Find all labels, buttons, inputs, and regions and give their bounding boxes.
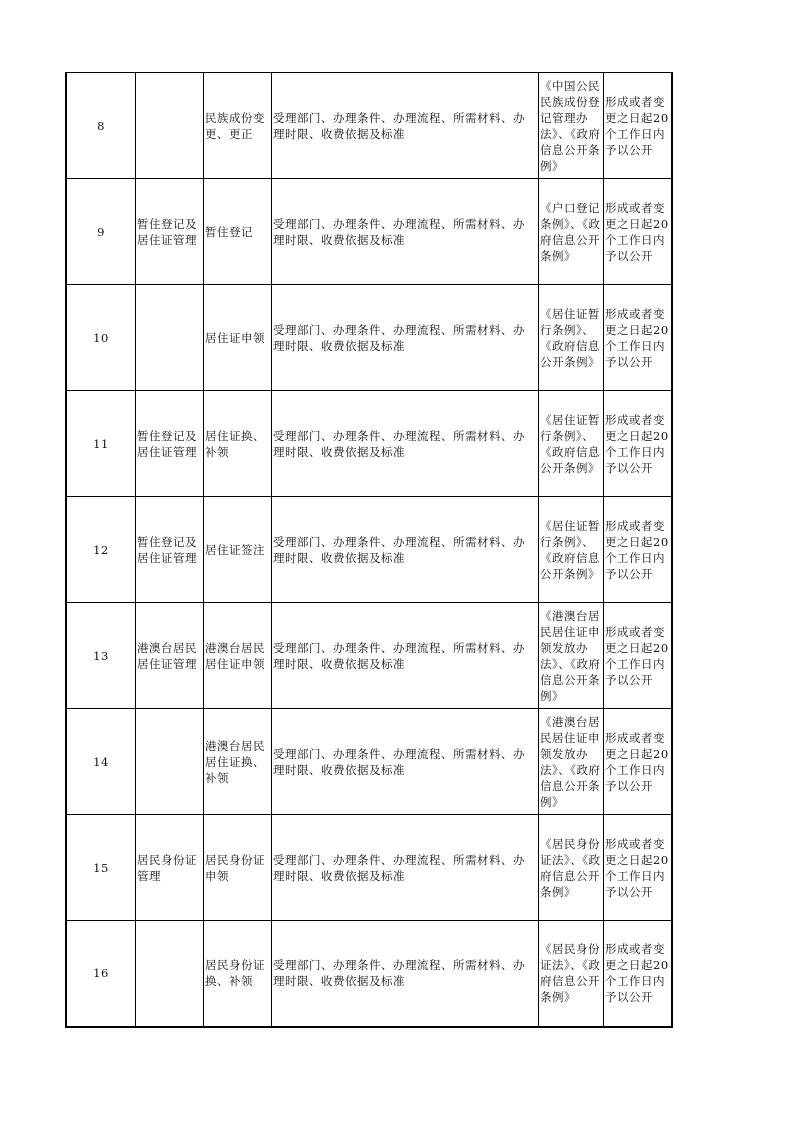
time-limit-cell: 形成或者变更之日起20个工作日内予以公开 [604, 179, 673, 285]
row-number: 11 [66, 391, 136, 497]
table-row [66, 285, 672, 391]
row-number: 8 [66, 73, 136, 179]
item-cell: 港澳台居民居住证申领 [204, 603, 272, 709]
table-body [66, 73, 672, 1027]
row-number: 15 [66, 815, 136, 921]
basis-cell: 《居住证暂行条例》、《政府信息公开条例》 [539, 497, 604, 603]
time-limit-cell: 形成或者变更之日起20个工作日内予以公开 [604, 815, 673, 921]
content-cell [272, 179, 539, 285]
disclosure-table-container [65, 72, 669, 1028]
content-text: 受理部门、办理条件、办理流程、所需材料、办理时限、收费依据及标准 [273, 216, 525, 247]
table-row [66, 709, 672, 815]
category-cell [136, 285, 204, 391]
basis-cell: 《港澳台居民居住证申领发放办法》、《政府信息公开条例》 [539, 709, 604, 815]
table-row [66, 179, 672, 285]
basis-cell: 《居民身份证法》、《政府信息公开条例》 [539, 815, 604, 921]
content-text: 受理部门、办理条件、办理流程、所需材料、办理时限、收费依据及标准 [273, 428, 525, 459]
content-text: 受理部门、办理条件、办理流程、所需材料、办理时限、收费依据及标准 [273, 534, 525, 565]
category-cell: 居民身份证管理 [136, 815, 204, 921]
content-cell [272, 73, 539, 179]
time-limit-cell: 形成或者变更之日起20个工作日内予以公开 [604, 921, 673, 1027]
table-row [66, 391, 672, 497]
time-limit-cell: 形成或者变更之日起20个工作日内予以公开 [604, 285, 673, 391]
basis-cell: 《居住证暂行条例》、《政府信息公开条例》 [539, 285, 604, 391]
content-cell [272, 285, 539, 391]
time-limit-cell: 形成或者变更之日起20个工作日内予以公开 [604, 709, 673, 815]
content-cell [272, 497, 539, 603]
category-cell [136, 921, 204, 1027]
item-cell: 居住证申领 [204, 285, 272, 391]
content-text: 受理部门、办理条件、办理流程、所需材料、办理时限、收费依据及标准 [273, 110, 525, 141]
row-number: 13 [66, 603, 136, 709]
content-cell [272, 815, 539, 921]
row-number: 12 [66, 497, 136, 603]
item-cell: 港澳台居民居住证换、补领 [204, 709, 272, 815]
category-cell: 暂住登记及居住证管理 [136, 179, 204, 285]
category-cell [136, 709, 204, 815]
content-text: 受理部门、办理条件、办理流程、所需材料、办理时限、收费依据及标准 [273, 958, 525, 989]
category-cell: 暂住登记及居住证管理 [136, 497, 204, 603]
item-cell: 居民身份证申领 [204, 815, 272, 921]
category-cell [136, 73, 204, 179]
category-cell: 暂住登记及居住证管理 [136, 391, 204, 497]
row-number: 16 [66, 921, 136, 1027]
basis-cell: 《港澳台居民居住证申领发放办法》、《政府信息公开条例》 [539, 603, 604, 709]
time-limit-cell: 形成或者变更之日起20个工作日内予以公开 [604, 391, 673, 497]
category-cell: 港澳台居民居住证管理 [136, 603, 204, 709]
content-text: 受理部门、办理条件、办理流程、所需材料、办理时限、收费依据及标准 [273, 852, 525, 883]
item-cell: 民族成份变更、更正 [204, 73, 272, 179]
basis-cell: 《户口登记条例》、《政府信息公开条例》 [539, 179, 604, 285]
row-number: 10 [66, 285, 136, 391]
time-limit-cell: 形成或者变更之日起20个工作日内予以公开 [604, 73, 673, 179]
row-number: 9 [66, 179, 136, 285]
table-row [66, 921, 672, 1027]
content-cell [272, 603, 539, 709]
table-row [66, 815, 672, 921]
item-cell: 暂住登记 [204, 179, 272, 285]
time-limit-cell: 形成或者变更之日起20个工作日内予以公开 [604, 603, 673, 709]
basis-cell: 《居住证暂行条例》、《政府信息公开条例》 [539, 391, 604, 497]
table-row [66, 497, 672, 603]
item-cell: 居民身份证换、补领 [204, 921, 272, 1027]
disclosure-table [65, 72, 673, 1028]
content-cell [272, 709, 539, 815]
item-cell: 居住证签注 [204, 497, 272, 603]
table-row [66, 603, 672, 709]
content-cell [272, 921, 539, 1027]
content-cell [272, 391, 539, 497]
basis-cell: 《居民身份证法》、《政府信息公开条例》 [539, 921, 604, 1027]
time-limit-cell: 形成或者变更之日起20个工作日内予以公开 [604, 497, 673, 603]
content-text: 受理部门、办理条件、办理流程、所需材料、办理时限、收费依据及标准 [273, 640, 525, 671]
table-row [66, 73, 672, 179]
content-text: 受理部门、办理条件、办理流程、所需材料、办理时限、收费依据及标准 [273, 746, 525, 777]
basis-cell: 《中国公民民族成份登记管理办法》、《政府信息公开条例》 [539, 73, 604, 179]
content-text: 受理部门、办理条件、办理流程、所需材料、办理时限、收费依据及标准 [273, 322, 525, 353]
row-number: 14 [66, 709, 136, 815]
item-cell: 居住证换、补领 [204, 391, 272, 497]
